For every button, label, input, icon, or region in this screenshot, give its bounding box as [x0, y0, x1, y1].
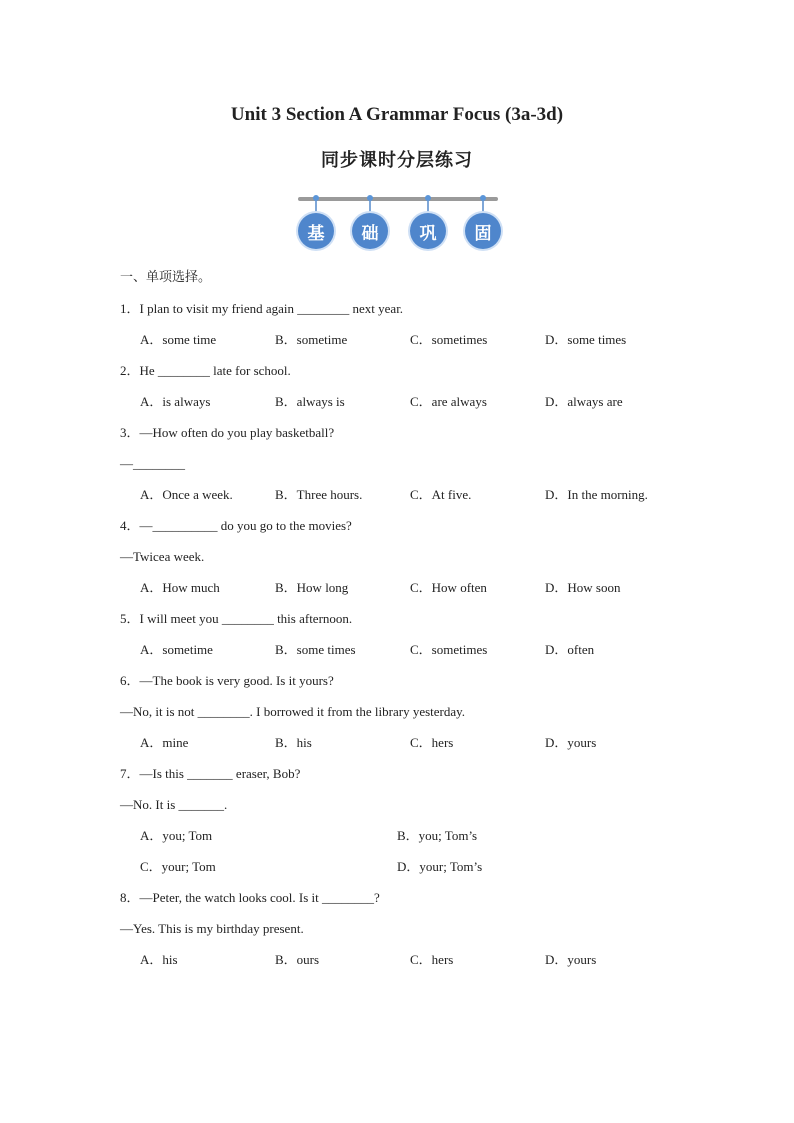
option-c[interactable]: C．sometimes [410, 642, 488, 657]
option-d[interactable]: D．often [545, 642, 595, 657]
question-4-reply: —Twicea week. [120, 549, 205, 564]
question-3-options [120, 485, 680, 516]
option-b[interactable]: B．How long [275, 580, 349, 595]
option-c[interactable]: C．your; Tom [140, 859, 216, 874]
section-heading: 一、单项选择。 [120, 270, 212, 285]
banner-bar [298, 197, 498, 201]
option-d[interactable]: D．your; Tom’s [397, 859, 483, 874]
badge-chu: 础 [352, 213, 388, 249]
question-7-options-row-2 [120, 857, 680, 888]
option-c[interactable]: C．hers [410, 952, 454, 967]
badge-gu: 固 [465, 213, 501, 249]
question-6-options [120, 733, 680, 764]
question-8-reply: —Yes. This is my birthday present. [120, 921, 304, 936]
option-c[interactable]: C．How often [410, 580, 487, 595]
option-a[interactable]: A．you; Tom [140, 828, 213, 843]
badge-gong: 巩 [410, 213, 446, 249]
question-1-options [120, 330, 680, 361]
option-d[interactable]: D．In the morning. [545, 487, 648, 502]
option-c[interactable]: C．At five. [410, 487, 472, 502]
option-b[interactable]: B．ours [275, 952, 320, 967]
question-3-stem: 3．—How often do you play basketball? [120, 425, 335, 440]
option-a[interactable]: A．mine [140, 735, 189, 750]
option-a[interactable]: A．some time [140, 332, 217, 347]
option-b[interactable]: B．sometime [275, 332, 348, 347]
section-banner [0, 193, 794, 253]
option-b[interactable]: B．some times [275, 642, 356, 657]
question-2-options [120, 392, 680, 423]
question-4-stem: 4．—__________ do you go to the movies? [120, 518, 352, 533]
question-8-stem: 8．—Peter, the watch looks cool. Is it ________? [120, 890, 380, 905]
question-7-reply: —No. It is _______. [120, 797, 228, 812]
option-b[interactable]: B．you; Tom’s [397, 828, 478, 843]
page-subtitle: 同步课时分层练习 [321, 150, 473, 171]
option-d[interactable]: D．yours [545, 735, 597, 750]
option-a[interactable]: A．Once a week. [140, 487, 233, 502]
question-5-stem: 5．I will meet you ________ this afternoon. [120, 611, 353, 626]
question-3-reply: —________ [120, 456, 185, 471]
question-7-stem: 7．—Is this _______ eraser, Bob? [120, 766, 301, 781]
option-d[interactable]: D．How soon [545, 580, 621, 595]
option-c[interactable]: C．are always [410, 394, 487, 409]
option-c[interactable]: C．sometimes [410, 332, 488, 347]
question-1-stem: 1．I plan to visit my friend again ________ next year. [120, 301, 404, 316]
option-a[interactable]: A．sometime [140, 642, 213, 657]
exercise-content [120, 268, 680, 981]
option-d[interactable]: D．yours [545, 952, 597, 967]
page-title: Unit 3 Section A Grammar Focus (3a-3d) [230, 104, 564, 125]
question-4-options [120, 578, 680, 609]
badge-ji: 基 [298, 213, 334, 249]
question-8-options [120, 950, 680, 981]
option-b[interactable]: B．always is [275, 394, 345, 409]
option-d[interactable]: D．some times [545, 332, 627, 347]
option-d[interactable]: D．always are [545, 394, 623, 409]
question-2-stem: 2．He ________ late for school. [120, 363, 291, 378]
question-5-options [120, 640, 680, 671]
option-c[interactable]: C．hers [410, 735, 454, 750]
question-6-stem: 6．—The book is very good. Is it yours? [120, 673, 334, 688]
option-a[interactable]: A．is always [140, 394, 211, 409]
option-b[interactable]: B．Three hours. [275, 487, 363, 502]
option-a[interactable]: A．How much [140, 580, 220, 595]
option-a[interactable]: A．his [140, 952, 178, 967]
question-6-reply: —No, it is not ________. I borrowed it from the library yesterday. [120, 704, 466, 719]
question-7-options-row-1 [120, 826, 680, 857]
option-b[interactable]: B．his [275, 735, 312, 750]
